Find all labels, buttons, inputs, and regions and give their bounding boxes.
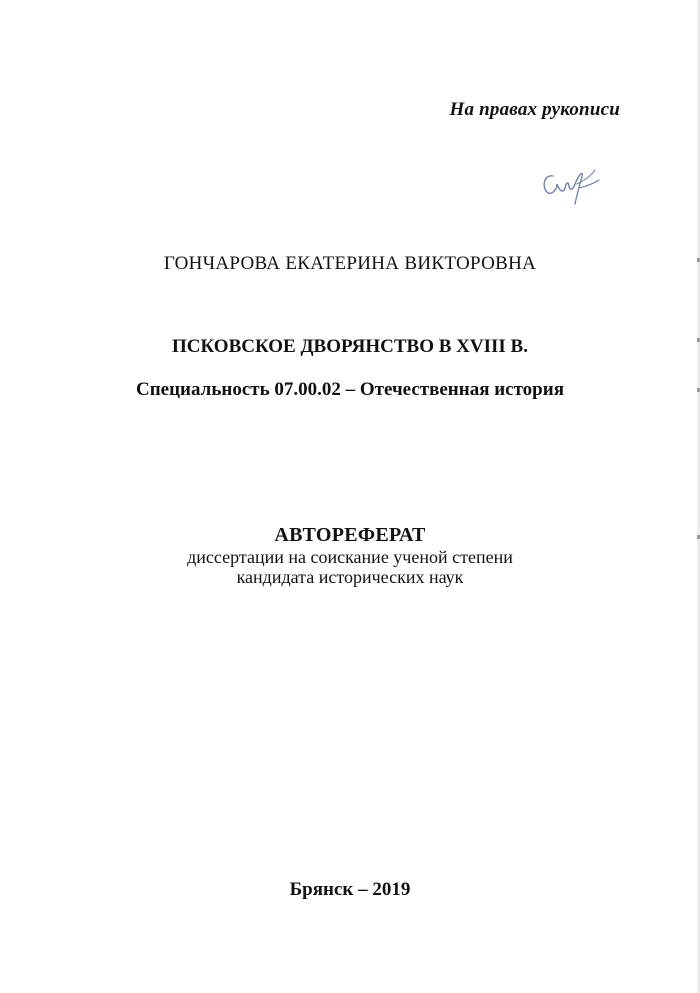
author-name: ГОНЧАРОВА ЕКАТЕРИНА ВИКТОРОВНА xyxy=(163,253,537,274)
manuscript-rights-note: На правах рукописи xyxy=(449,99,620,120)
place-and-year: Брянск – 2019 xyxy=(289,879,411,900)
dissertation-title: ПСКОВСКОЕ ДВОРЯНСТВО В XVIII В. xyxy=(172,336,528,357)
handwritten-signature xyxy=(535,160,607,210)
abstract-heading: АВТОРЕФЕРАТ xyxy=(274,524,426,546)
abstract-description-line-2: кандидата исторических наук xyxy=(236,567,464,587)
abstract-description-line-1: диссертации на соискание ученой степени xyxy=(187,547,513,567)
speciality-line: Специальность 07.00.02 – Отечественная история xyxy=(136,379,564,400)
